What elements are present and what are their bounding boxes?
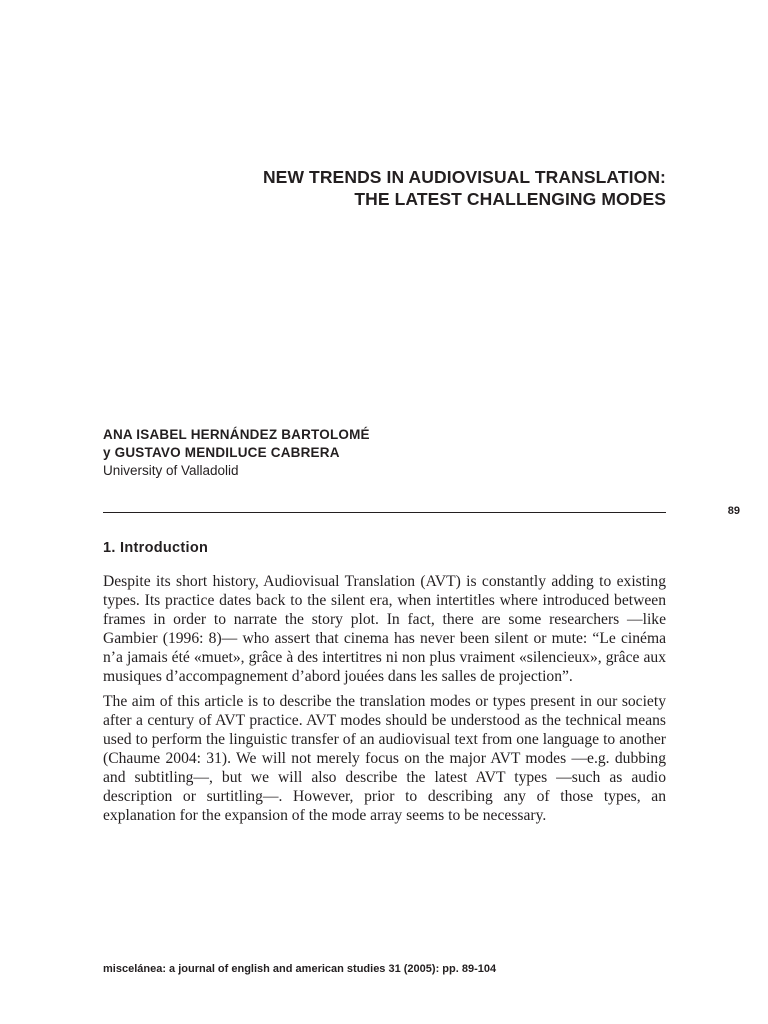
author-name-2: y GUSTAVO MENDILUCE CABRERA: [103, 445, 340, 460]
title-line-2: THE LATEST CHALLENGING MODES: [354, 189, 666, 209]
author-affiliation: University of Valladolid: [103, 463, 239, 478]
horizontal-rule: [103, 512, 666, 513]
title-line-1: NEW TRENDS IN AUDIOVISUAL TRANSLATION:: [262, 167, 666, 187]
paragraph-2: The aim of this article is to describe the translation modes or types present in our society after a century of AVT practice. AVT modes should be understood as the technical means used to perform the linguistic transfer of an audiovisual text from one language to another (Chaume 2004: 31). We will not merely focus on the major AVT modes —e.g. dubbing and subtitling—, but we will also describe the latest AVT types —such as audio description or surtitling—. However, prior to describing any of those types, an explanation for the expansion of the mode array seems to be necessary.: [103, 693, 666, 824]
page-number: 89: [727, 505, 740, 517]
author-block: [103, 426, 370, 480]
author-name-1: ANA ISABEL HERNÁNDEZ BARTOLOMÉ: [103, 427, 370, 442]
section-heading: 1. Introduction: [103, 540, 209, 556]
article-title: [100, 166, 666, 210]
journal-footer: miscelánea: a journal of english and american studies 31 (2005): pp. 89-104: [103, 963, 497, 975]
body-text: [103, 572, 666, 831]
paragraph-1: Despite its short history, Audiovisual Translation (AVT) is constantly adding to existing types. Its practice dates back to the silent era, when intertitles where introduced between frames in order to narrate the story plot. In fact, there are some researchers —like Gambier (1996: 8)— who assert that cinema has never been silent or mute: “Le cinéma n’a jamais été «muet», grâce à des intertitres ni non plus vraiment «silencieux», grâce aux musiques d’accompagnement d’abord jouées dans les salles de projection”.: [103, 573, 666, 685]
